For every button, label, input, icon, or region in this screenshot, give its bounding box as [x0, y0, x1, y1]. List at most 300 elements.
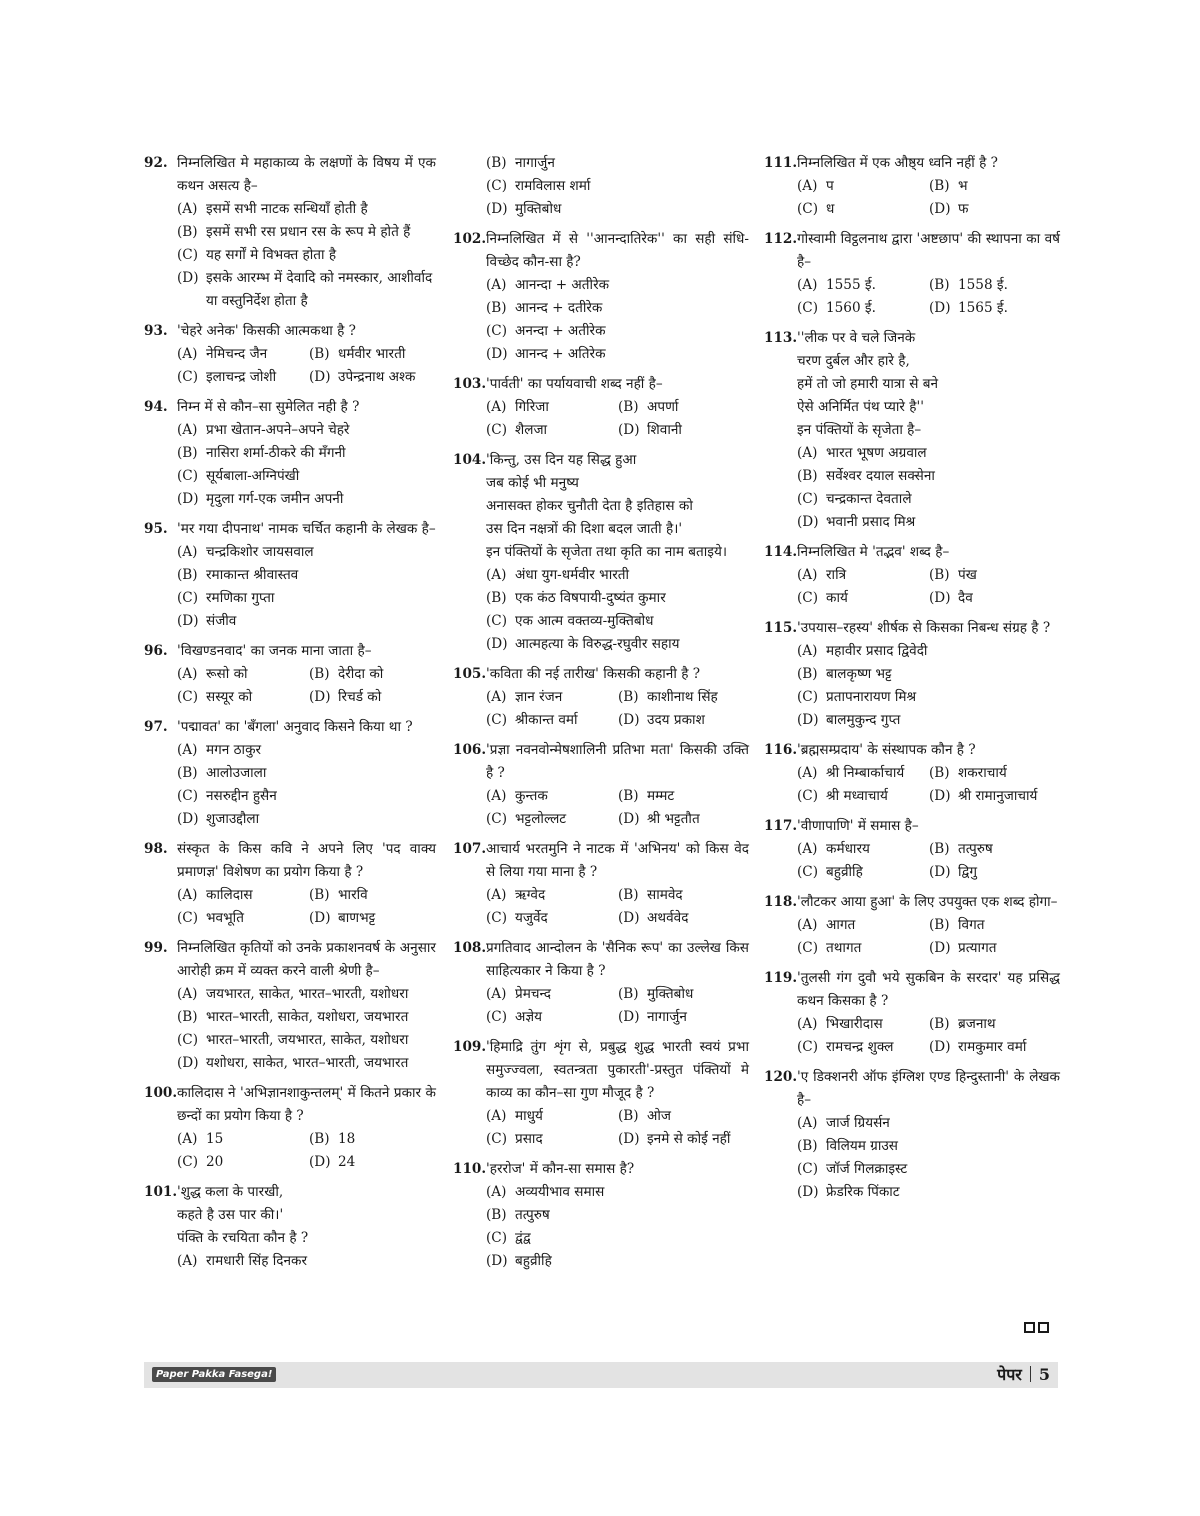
answer-option — [797, 937, 929, 960]
option-letter: (B) — [618, 689, 639, 705]
question-text: प्रगतिवाद आन्दोलन के 'सैनिक रूप' का उल्लेख किस साहित्यकार ने किया है ? — [486, 940, 749, 979]
answer-option — [486, 175, 749, 198]
question-number: 107. — [453, 841, 487, 857]
option-letter: (D) — [929, 864, 951, 880]
answer-option — [177, 244, 436, 267]
option-text: कर्मधारय — [826, 841, 870, 857]
page-indicator — [997, 1363, 1050, 1385]
option-text: मृदुला गर्ग-एक जमीन अपनी — [206, 491, 344, 507]
option-text: रामकुमार वर्मा — [958, 1039, 1027, 1055]
answer-option — [797, 663, 1060, 686]
answer-options — [177, 1128, 436, 1174]
option-letter: (D) — [929, 590, 951, 606]
answer-options — [486, 1105, 749, 1151]
option-text: पंख — [958, 567, 977, 583]
option-text: प्रभा खेतान-अपने–अपने चेहरे — [206, 422, 350, 438]
question-number: 114. — [764, 544, 798, 560]
option-letter: (C) — [486, 1131, 508, 1147]
answer-option — [486, 564, 749, 587]
answer-option — [486, 1128, 618, 1151]
option-letter: (A) — [177, 201, 198, 217]
answer-options — [797, 175, 1060, 221]
option-text: बालमुकुन्द गुप्त — [826, 712, 901, 728]
question-number: 102. — [453, 231, 487, 247]
option-letter: (A) — [486, 399, 507, 415]
answer-option — [177, 907, 309, 930]
option-letter: (D) — [309, 1154, 331, 1170]
option-text: 15 — [206, 1131, 224, 1147]
question-number: 108. — [453, 940, 487, 956]
option-letter: (B) — [929, 917, 950, 933]
option-text: जॉर्ज गिलक्राइस्ट — [826, 1161, 908, 1177]
question-item — [764, 967, 1060, 1059]
option-text: चन्द्रकान्त देवताले — [826, 491, 912, 507]
answer-option — [797, 838, 929, 861]
option-letter: (C) — [177, 689, 199, 705]
answer-option — [177, 785, 436, 808]
answer-option — [177, 884, 309, 907]
answer-option — [177, 808, 436, 831]
option-text: बाणभट्ट — [338, 910, 376, 926]
option-text: बालकृष्ण भट्ट — [826, 666, 892, 682]
option-text: भारत–भारती, साकेत, यशोधरा, जयभारत — [206, 1009, 409, 1025]
answer-option — [618, 1128, 749, 1151]
answer-option — [797, 297, 929, 320]
answer-option — [177, 465, 436, 488]
option-letter: (A) — [177, 887, 198, 903]
question-number: 117. — [764, 818, 798, 834]
option-text: कुन्तक — [515, 788, 548, 804]
answer-option — [929, 175, 1060, 198]
option-letter: (B) — [929, 765, 950, 781]
answer-options — [797, 762, 1060, 808]
question-item — [453, 1158, 749, 1273]
question-text: 'ब्रह्मसम्प्रदाय' के संस्थापक कौन है ? — [797, 742, 976, 758]
answer-option — [797, 686, 1060, 709]
answer-option — [177, 343, 309, 366]
answer-option — [929, 1013, 1060, 1036]
option-text: यह सर्गों मे विभक्त होता है — [206, 247, 337, 263]
question-text: निम्नलिखित कृतियों को उनके प्रकाशनवर्ष के अनुसार आरोही क्रम में व्यक्त करने वाली श्रेणी है– — [177, 940, 436, 979]
answer-option — [929, 861, 1060, 884]
answer-option — [486, 633, 749, 656]
question-item — [144, 937, 436, 1075]
question-text: संस्कृत के किस कवि ने अपने लिए 'पद वाक्य प्रमाणज्ञ' विशेषण का प्रयोग किया है ? — [177, 841, 436, 880]
question-item — [453, 838, 749, 930]
answer-options — [797, 274, 1060, 320]
option-letter: (A) — [797, 178, 818, 194]
column-1 — [144, 152, 436, 1280]
option-text: इलाचन्द्र जोशी — [206, 369, 277, 385]
option-letter: (C) — [797, 864, 819, 880]
question-number: 97. — [144, 719, 168, 735]
option-letter: (A) — [797, 1115, 818, 1131]
option-letter: (B) — [929, 567, 950, 583]
question-item — [453, 228, 749, 366]
answer-option — [177, 663, 309, 686]
question-text: 'किन्तु, उस दिन यह सिद्ध हुआ जब कोई भी मनुष्य अनासक्त होकर चुनौती देता है इतिहास को उस दिन नक्षत्रों की दिशा बदल जाती है।' इन पंक्तियों के सृजेता तथा कृति का नाम बताइये। — [486, 452, 728, 560]
option-letter: (A) — [486, 986, 507, 1002]
option-letter: (D) — [486, 636, 508, 652]
option-text: प्रत्यागत — [958, 940, 997, 956]
option-text: कालिदास — [206, 887, 253, 903]
answer-option — [177, 221, 436, 244]
option-letter: (D) — [929, 201, 951, 217]
option-text: भिखारीदास — [826, 1016, 883, 1032]
question-item — [453, 152, 749, 221]
question-item — [764, 815, 1060, 884]
answer-option — [929, 297, 1060, 320]
answer-options — [797, 1112, 1060, 1204]
option-letter: (B) — [929, 178, 950, 194]
question-text: 'विखण्डनवाद' का जनक माना जाता है– — [177, 643, 372, 659]
question-number: 116. — [764, 742, 798, 758]
answer-option — [929, 587, 1060, 610]
answer-option — [486, 396, 618, 419]
answer-option — [797, 709, 1060, 732]
answer-option — [486, 983, 618, 1006]
option-text: 1565 ई. — [958, 300, 1008, 316]
question-text: 'पार्वती' का पर्यायवाची शब्द नहीं है– — [486, 376, 663, 392]
option-text: सस्यूर को — [206, 689, 253, 705]
answer-option — [177, 1006, 436, 1029]
answer-option — [618, 686, 749, 709]
option-text: मुक्तिबोध — [647, 986, 694, 1002]
option-text: शिवानी — [647, 422, 682, 438]
option-letter: (D) — [797, 514, 819, 530]
answer-option — [929, 914, 1060, 937]
option-text: विगत — [958, 917, 985, 933]
answer-options — [177, 983, 436, 1075]
answer-option — [618, 884, 749, 907]
answer-options — [177, 1250, 436, 1273]
option-letter: (B) — [618, 887, 639, 903]
option-text: शुजाउद्दौला — [206, 811, 260, 827]
option-letter: (C) — [797, 788, 819, 804]
question-number: 101. — [144, 1184, 178, 1200]
option-text: देरीदा को — [338, 666, 384, 682]
option-letter: (D) — [797, 712, 819, 728]
option-letter: (D) — [929, 300, 951, 316]
question-text: 'शुद्ध कला के पारखी, कहते है उस पार की।' पंक्ति के रचयिता कौन है ? — [177, 1184, 309, 1246]
option-letter: (B) — [177, 445, 198, 461]
option-text: इसमें सभी नाटक सन्धियाँ होती है — [206, 201, 368, 217]
option-letter: (D) — [929, 940, 951, 956]
answer-options — [486, 152, 749, 221]
option-text: रात्रि — [826, 567, 847, 583]
option-letter: (B) — [797, 666, 818, 682]
answer-option — [486, 709, 618, 732]
option-letter: (D) — [929, 788, 951, 804]
option-letter: (A) — [797, 765, 818, 781]
option-text: तत्पुरुष — [515, 1207, 550, 1223]
option-text: भारत–भारती, जयभारत, साकेत, यशोधरा — [206, 1032, 409, 1048]
option-text: 20 — [206, 1154, 224, 1170]
answer-option — [929, 762, 1060, 785]
option-text: तत्पुरुष — [958, 841, 993, 857]
option-letter: (C) — [177, 468, 199, 484]
answer-option — [177, 442, 436, 465]
answer-option — [929, 937, 1060, 960]
option-text: शैलजा — [515, 422, 548, 438]
answer-options — [177, 198, 436, 313]
option-text: अव्ययीभाव समास — [515, 1184, 605, 1200]
question-item — [453, 739, 749, 831]
option-text: रमणिका गुप्ता — [206, 590, 275, 606]
brand-logo: Paper Pakka Fasega! — [152, 1367, 276, 1382]
question-item — [144, 518, 436, 633]
question-text: आचार्य भरतमुनि ने नाटक में 'अभिनय' को किस वेद से लिया गया माना है ? — [486, 841, 749, 880]
answer-options — [486, 274, 749, 366]
option-text: ऋग्वेद — [515, 887, 546, 903]
option-letter: (D) — [486, 201, 508, 217]
option-text: फ्रेडरिक पिंकाट — [826, 1184, 900, 1200]
answer-option — [618, 983, 749, 1006]
question-item — [453, 373, 749, 442]
option-text: अथर्ववेद — [647, 910, 689, 926]
option-letter: (D) — [618, 811, 640, 827]
option-letter: (A) — [486, 788, 507, 804]
answer-option — [797, 1135, 1060, 1158]
answer-options — [797, 838, 1060, 884]
option-text: भट्टलोल्लट — [515, 811, 567, 827]
answer-option — [797, 1112, 1060, 1135]
question-text: ''लीक पर वे चले जिनके चरण दुर्बल और हारे है, हमें तो जो हमारी यात्रा से बने ऐसे अनिर्मित पंथ प्यारे है'' इन पंक्तियों के सृजेता है– — [797, 330, 939, 438]
option-letter: (C) — [797, 300, 819, 316]
answer-option — [797, 587, 929, 610]
answer-option — [177, 1052, 436, 1075]
option-letter: (A) — [177, 1131, 198, 1147]
question-number: 112. — [764, 231, 798, 247]
option-text: शकराचार्य — [958, 765, 1007, 781]
option-text: जयभारत, साकेत, भारत–भारती, यशोधरा — [206, 986, 409, 1002]
answer-option — [797, 442, 1060, 465]
question-number: 92. — [144, 155, 168, 171]
question-text: कालिदास ने 'अभिज्ञानशाकुन्तलम्' में कितने प्रकार के छन्दों का प्रयोग किया है ? — [177, 1085, 436, 1124]
option-letter: (C) — [486, 422, 508, 438]
option-text: भारवि — [338, 887, 368, 903]
answer-option — [177, 419, 436, 442]
option-letter: (B) — [309, 346, 330, 362]
answer-option — [618, 1006, 749, 1029]
answer-option — [618, 419, 749, 442]
answer-option — [486, 1006, 618, 1029]
option-text: इसमें सभी रस प्रधान रस के रूप मे होते हैं — [206, 224, 411, 240]
option-text: उदय प्रकाश — [647, 712, 705, 728]
option-text: 18 — [338, 1131, 356, 1147]
answer-options — [177, 739, 436, 831]
answer-option — [486, 198, 749, 221]
option-letter: (D) — [177, 613, 199, 629]
question-text: निम्नलिखित मे 'तद्भव' शब्द है– — [797, 544, 950, 560]
option-letter: (B) — [797, 468, 818, 484]
answer-option — [177, 739, 436, 762]
answer-option — [486, 1227, 749, 1250]
question-text: 'उपयास–रहस्य' शीर्षक से किसका निबन्ध संग्रह है ? — [797, 620, 1051, 636]
option-letter: (C) — [486, 712, 508, 728]
answer-option — [797, 914, 929, 937]
answer-option — [797, 511, 1060, 534]
question-number: 120. — [764, 1069, 798, 1085]
answer-option — [177, 267, 436, 313]
option-letter: (D) — [618, 1131, 640, 1147]
question-number: 110. — [453, 1161, 487, 1177]
question-text: 'पद्मावत' का 'बँगला' अनुवाद किसने किया था ? — [177, 719, 413, 735]
option-text: ओज — [647, 1108, 671, 1124]
answer-option — [486, 686, 618, 709]
answer-option — [486, 785, 618, 808]
option-text: द्वंद्व — [515, 1230, 531, 1246]
answer-options — [486, 1181, 749, 1273]
option-letter: (B) — [929, 1016, 950, 1032]
page-number: 5 — [1038, 1364, 1050, 1384]
option-letter: (C) — [486, 1230, 508, 1246]
answer-option — [797, 640, 1060, 663]
option-letter: (C) — [797, 590, 819, 606]
answer-option — [929, 198, 1060, 221]
answer-option — [309, 663, 436, 686]
answer-option — [797, 1013, 929, 1036]
question-number: 99. — [144, 940, 168, 956]
option-text: यशोधरा, साकेत, भारत–भारती, जयभारत — [206, 1055, 409, 1071]
option-letter: (B) — [486, 590, 507, 606]
question-item — [453, 1036, 749, 1151]
answer-option — [486, 343, 749, 366]
option-letter: (C) — [797, 1039, 819, 1055]
option-letter: (D) — [309, 689, 331, 705]
question-text: 'तुलसी गंग दुवौ भये सुकबिन के सरदार' यह प्रसिद्ध कथन किसका है ? — [797, 970, 1060, 1009]
option-letter: (A) — [177, 666, 198, 682]
option-text: सर्वेश्वर दयाल सक्सेना — [826, 468, 935, 484]
answer-option — [618, 907, 749, 930]
answer-option — [177, 610, 436, 633]
option-text: इसके आरम्भ में देवादि को नमस्कार, आशीर्वाद या वस्तुनिर्देश होता है — [206, 270, 433, 309]
option-letter: (D) — [177, 1055, 199, 1071]
option-letter: (D) — [177, 811, 199, 827]
question-item — [764, 152, 1060, 221]
option-letter: (B) — [797, 1138, 818, 1154]
answer-option — [797, 274, 929, 297]
option-letter: (B) — [486, 300, 507, 316]
option-text: 1558 ई. — [958, 277, 1008, 293]
answer-option — [797, 861, 929, 884]
question-item — [453, 937, 749, 1029]
question-item — [144, 1181, 436, 1273]
answer-option — [618, 1105, 749, 1128]
question-number: 105. — [453, 666, 487, 682]
option-text: आलोउजाला — [206, 765, 267, 781]
option-text: तथागत — [826, 940, 862, 956]
option-text: प्रेमचन्द — [515, 986, 551, 1002]
answer-option — [618, 785, 749, 808]
answer-option — [486, 907, 618, 930]
option-letter: (A) — [486, 689, 507, 705]
answer-option — [309, 907, 436, 930]
answer-options — [177, 541, 436, 633]
option-text: चन्द्रकिशोर जायसवाल — [206, 544, 314, 560]
answer-options — [177, 419, 436, 511]
option-letter: (D) — [618, 1009, 640, 1025]
answer-option — [486, 419, 618, 442]
option-letter: (B) — [309, 1131, 330, 1147]
question-item — [144, 716, 436, 831]
answer-options — [486, 884, 749, 930]
option-text: श्री रामानुजाचार्य — [958, 788, 1038, 804]
question-number: 111. — [764, 155, 798, 171]
answer-options — [177, 663, 436, 709]
option-text: सूर्यबाला-अग्निपंखी — [206, 468, 300, 484]
answer-option — [177, 488, 436, 511]
option-text: उपेन्द्रनाथ अश्क — [338, 369, 416, 385]
option-text: जार्ज ग्रियर्सन — [826, 1115, 890, 1131]
answer-option — [486, 1250, 749, 1273]
option-letter: (B) — [929, 277, 950, 293]
answer-option — [486, 297, 749, 320]
end-of-section-mark — [1024, 1322, 1049, 1333]
answer-option — [309, 1151, 436, 1174]
option-letter: (D) — [618, 422, 640, 438]
section-label: पेपर — [997, 1365, 1022, 1384]
question-text: 'ए डिक्शनरी ऑफ इंग्लिश एण्ड हिन्दुस्तानी' के लेखक है– — [797, 1069, 1060, 1108]
page-footer — [144, 1362, 1058, 1388]
option-letter: (B) — [177, 224, 198, 240]
option-text: अज्ञेय — [515, 1009, 542, 1025]
option-text: धर्मवीर भारती — [338, 346, 406, 362]
question-text: 'हररोज' में कौन-सा समास है? — [486, 1161, 635, 1177]
option-text: आत्महत्या के विरुद्ध-रघुवीर सहाय — [515, 636, 680, 652]
answer-option — [177, 198, 436, 221]
option-letter: (D) — [486, 346, 508, 362]
option-letter: (D) — [177, 491, 199, 507]
option-text: भवभूति — [206, 910, 244, 926]
question-number: 119. — [764, 970, 798, 986]
answer-option — [486, 610, 749, 633]
answer-option — [177, 1250, 436, 1273]
question-item — [453, 663, 749, 732]
question-text: निम्नलिखित मे महाकाव्य के लक्षणों के विषय में एक कथन असत्य है– — [177, 155, 436, 194]
question-text: 'वीणापाणि' में समास है– — [797, 818, 919, 834]
option-letter: (D) — [309, 910, 331, 926]
answer-option — [797, 564, 929, 587]
answer-option — [929, 1036, 1060, 1059]
question-number: 106. — [453, 742, 487, 758]
answer-option — [618, 808, 749, 831]
option-letter: (B) — [486, 155, 507, 171]
question-number: 98. — [144, 841, 168, 857]
question-text: 'हिमाद्रि तुंग शृंग से, प्रबुद्ध शुद्ध भारती स्वयं प्रभा समुज्ज्वला, स्वतन्त्रता पुकारती'-प्रस्तुत पंक्तियों मे काव्य का कौन–सा गुण मौजूद है ? — [486, 1039, 749, 1101]
answer-option — [309, 366, 436, 389]
answer-option — [486, 1181, 749, 1204]
question-item — [764, 541, 1060, 610]
answer-option — [797, 1158, 1060, 1181]
option-letter: (C) — [486, 613, 508, 629]
question-number: 95. — [144, 521, 168, 537]
answer-option — [618, 396, 749, 419]
answer-option — [177, 1029, 436, 1052]
answer-option — [797, 465, 1060, 488]
option-text: आगत — [826, 917, 856, 933]
option-letter: (C) — [177, 369, 199, 385]
question-text: 'कविता की नई तारीख' किसकी कहानी है ? — [486, 666, 701, 682]
option-letter: (B) — [929, 841, 950, 857]
answer-option — [486, 1105, 618, 1128]
answer-option — [177, 1151, 309, 1174]
option-letter: (D) — [618, 910, 640, 926]
answer-option — [797, 762, 929, 785]
option-letter: (C) — [177, 1032, 199, 1048]
answer-option — [309, 884, 436, 907]
option-letter: (A) — [797, 643, 818, 659]
